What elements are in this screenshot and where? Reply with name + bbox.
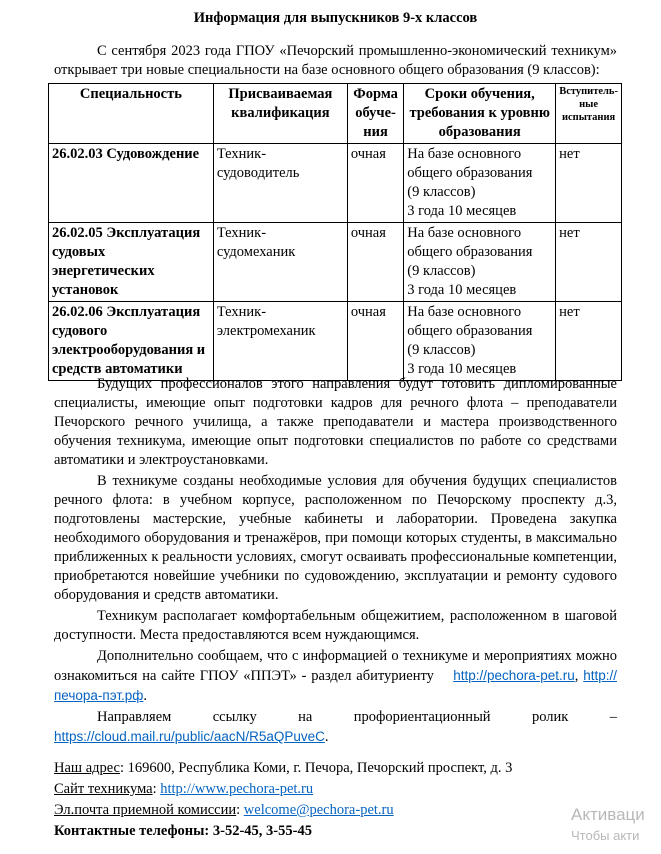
address-line (54, 758, 617, 779)
link-separator: , (574, 668, 579, 684)
table-row (49, 144, 622, 223)
header-qualification: Присваиваемая квалификация (213, 84, 347, 144)
word: – (609, 709, 617, 725)
cell-specialty: 26.02.06 Эксплуатация судового электрооборудования и средств автоматики (49, 302, 214, 381)
cell-terms (404, 302, 556, 381)
site-link[interactable]: http://pechora-pet.ru (453, 668, 575, 683)
terms-line: (9 классов) (407, 184, 476, 200)
site-link-rf[interactable]: http://печора-пэт.рф (54, 668, 617, 703)
period: . (143, 688, 148, 704)
cell-terms (404, 144, 556, 223)
email-line (54, 800, 617, 821)
word: Направляем (97, 709, 172, 725)
site-label: Сайт техникума (54, 781, 153, 797)
separator: : (236, 802, 244, 818)
period: . (324, 729, 329, 745)
watermark-line2: Чтобы акти (571, 828, 640, 843)
site-line (54, 779, 617, 800)
watermark-line1: Активаци (571, 805, 645, 824)
terms-line: На базе основного (407, 146, 522, 162)
phones-line: Контактные телефоны: 3-52-45, 3-55-45 (54, 823, 312, 839)
terms-line: На базе основного (407, 304, 522, 320)
address-label: Наш адрес (54, 760, 120, 776)
table-header-row (49, 84, 622, 144)
word: на (298, 709, 313, 725)
cell-exams: нет (556, 144, 622, 223)
address-value: : 169600, Республика Коми, г. Печора, Печорский проспект, д. 3 (120, 760, 513, 776)
header-form: Форма обуче-ния (347, 84, 403, 144)
terms-line: общего образования (407, 323, 533, 339)
video-link-line (54, 727, 617, 747)
intro-text: С сентября 2023 года ГПОУ «Печорский промышленно-экономический техникум» открывает три новые специальности на базе основного общего образования (9 классов): (54, 43, 617, 78)
header-exams: Вступитель-ные испытания (556, 84, 622, 144)
separator: : (152, 781, 161, 797)
cell-qualification: Техник-судомеханик (213, 223, 347, 302)
cell-form: очная (347, 302, 403, 381)
terms-line: На базе основного (407, 225, 522, 241)
cell-specialty: 26.02.05 Эксплуатация судовых энергетических установок (49, 223, 214, 302)
paragraph-teachers: Будущих профессионалов этого направления будут готовить дипломированные специалисты, имеющие опыт подготовки кадров для речного флота – преподаватели Печорского речного училища, а также преподаватели и мастера производственного обучения техникума, имеющие опыт подготовки специалистов по работе со средствами автоматики и электроустановками. (54, 376, 617, 468)
activation-watermark (571, 803, 661, 845)
document-title: Информация для выпускников 9-х классов (193, 10, 478, 26)
cell-exams: нет (556, 223, 622, 302)
website-text: Дополнительно сообщаем, что с информацией о техникуме и мероприятиях можно ознакомиться на сайте ГПОУ «ППЭТ» - раздел абитуриенту (54, 648, 617, 684)
terms-line: (9 классов) (407, 263, 476, 279)
video-line (54, 708, 617, 727)
footer-site-link[interactable]: http://www.pechora-pet.ru (160, 781, 314, 797)
header-specialty: Специальность (49, 84, 214, 144)
cell-form: очная (347, 144, 403, 223)
cell-form: очная (347, 223, 403, 302)
paragraph-dormitory: Техникум располагает комфортабельным общежитием, расположенном в шаговой доступности. Места предоставляются всем нуждающимся. (54, 608, 617, 643)
terms-line: 3 года 10 месяцев (407, 203, 517, 219)
paragraph-video (54, 708, 617, 727)
email-link[interactable]: welcome@pechora-pet.ru (243, 802, 394, 818)
specialties-table (48, 83, 622, 381)
cell-exams: нет (556, 302, 622, 381)
header-terms: Сроки обучения, требования к уровню образования (404, 84, 556, 144)
word: ссылку (212, 709, 257, 725)
cell-qualification: Техник-судоводитель (213, 144, 347, 223)
terms-line: общего образования (407, 244, 533, 260)
body-text (54, 375, 617, 747)
cell-terms (404, 223, 556, 302)
video-link[interactable]: https://cloud.mail.ru/public/aacN/R5aQPuveC (54, 729, 325, 744)
paragraph-conditions: В техникуме созданы необходимые условия для обучения будущих специалистов речного флота: в учебном корпусе, расположенном по Печорскому проспекту д.3, подготовлены мастерские, учебные кабинеты и лаборатории. Проведена закупка необходимого оборудования и тренажёров, при помощи которых студенты, в максимально приближенных к реальности условиях, смогут осваивать профессиональные компетенции, приобретаются новейшие учебники по судовождению, эксплуатации и ремонту судового оборудования и средств автоматики. (54, 473, 617, 603)
email-label: Эл.почта приемной комиссии (54, 802, 237, 818)
cell-qualification: Техник-электромеханик (213, 302, 347, 381)
terms-line: 3 года 10 месяцев (407, 361, 517, 377)
intro-paragraph (54, 42, 617, 80)
word: профориентационный (353, 709, 491, 725)
terms-line: 3 года 10 месяцев (407, 282, 517, 298)
cell-specialty: 26.02.03 Судовождение (49, 144, 214, 223)
contacts-footer (54, 758, 617, 842)
paragraph-website (54, 647, 617, 706)
terms-line: общего образования (407, 165, 533, 181)
word: ролик (531, 709, 569, 725)
table-row (49, 223, 622, 302)
table-row (49, 302, 622, 381)
terms-line: (9 классов) (407, 342, 476, 358)
